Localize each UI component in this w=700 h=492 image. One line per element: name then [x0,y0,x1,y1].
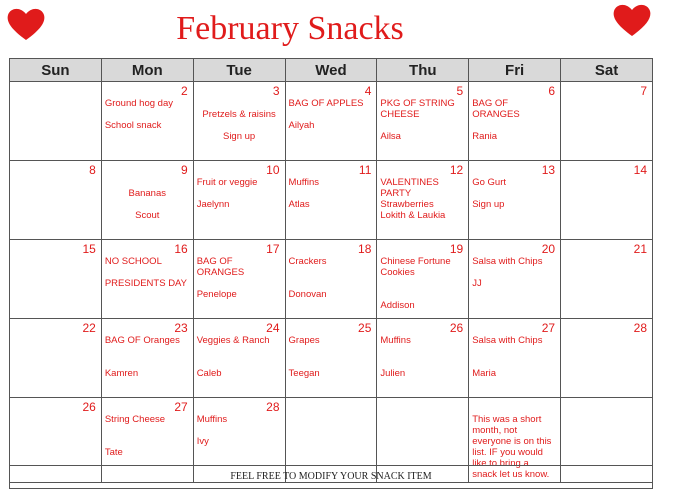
snack-entry-line: snack let us know. [472,469,550,480]
day-number: 27 [174,400,188,414]
day-number: 12 [449,163,464,177]
weekday-header-row [10,59,653,82]
day-cell [193,161,285,240]
snack-entry-line: Grapes [288,335,320,346]
weekday-header-fri: Fri [469,59,561,82]
snack-entry-line: Sign up [472,199,505,210]
day-cell [101,161,193,240]
snack-entry-line: Jaelynn [196,199,230,210]
day-number: 27 [541,321,556,335]
snack-entry-line: Salsa with Chips [472,335,543,346]
day-cell [285,240,377,319]
snack-entry-line: VALENTINES [380,177,439,188]
snack-entry-line: Donovan [288,289,327,300]
day-cell [377,161,469,240]
snack-entry-line: Strawberries [380,199,434,210]
day-cell [561,82,653,161]
snack-entry-line [380,346,465,357]
day-number: 28 [266,400,280,414]
day-cell [101,240,193,319]
snack-entry-line [472,120,557,131]
snack-entry-line: ORANGES [472,109,520,120]
snack-entry-line: Julien [380,368,406,379]
snack-entry-line: BAG OF [472,98,509,109]
day-cell [101,319,193,398]
calendar-week-row [10,240,653,319]
snack-entry-line [380,278,465,289]
snack-entry-line: everyone is on this [472,436,552,447]
day-number: 9 [181,163,188,177]
snack-entry-line [197,120,282,131]
day-number: 14 [633,163,647,177]
snack-entry-line: Muffins [380,335,411,346]
day-number: 20 [541,242,556,256]
day-number: 7 [640,84,647,98]
snack-entry-line: JJ [472,278,482,289]
snack-entry-line [105,346,190,357]
snack-entry-line: Penelope [196,289,237,300]
snack-entry-line: Atlas [288,199,310,210]
snack-entry-line: Bananas [128,188,167,199]
snack-entry-line: School snack [104,120,162,131]
snack-entry-line [472,357,557,368]
heart-icon [612,2,652,38]
snack-entry-line [289,109,374,120]
snack-entry-line: Kamren [104,368,139,379]
snack-entry-line [197,98,282,109]
snack-entry-line: Ailsa [380,131,401,142]
snack-entry-line: CHEESE [380,109,420,120]
day-number: 6 [548,84,556,98]
day-cell [10,319,102,398]
day-number: 10 [266,163,280,177]
calendar-week-row [10,161,653,240]
weekday-header-sat: Sat [561,59,653,82]
snack-entry-line: Sign up [222,131,256,142]
snack-entry-line [472,188,557,199]
day-number: 2 [181,84,188,98]
snack-entry-line: Rania [472,131,498,142]
snack-entry-line [105,436,190,447]
snack-entry-line: String Cheese [104,414,166,425]
day-cell [193,240,285,319]
snack-entry-line: PKG OF STRING [380,98,455,109]
day-number: 17 [266,242,280,256]
snack-entry-line: Ground hog day [104,98,173,109]
snack-entry-line [197,278,282,289]
day-cell [561,240,653,319]
page-title: February Snacks [176,10,404,47]
snack-entry-line [197,357,282,368]
calendar-body [10,82,653,483]
snack-entry-line: Go Gurt [472,177,507,188]
snack-entry-line: like to bring a [472,458,529,469]
snack-entry-line: Teegan [288,368,320,379]
day-number: 11 [358,163,372,177]
snack-entry-line: Ivy [196,436,209,447]
snack-entry-line: Scout [135,210,160,221]
snack-entry-line: Crackers [288,256,327,267]
snack-entry-line: Tate [104,447,123,458]
calendar-week-row [10,319,653,398]
snack-entry-line: Fruit or veggie [196,177,258,188]
snack-entry-line: NO SCHOOL [104,256,162,267]
snack-entry-line: BAG OF APPLES [288,98,364,109]
snack-entry-line: Cookies [380,267,415,278]
snack-entry-line [289,188,374,199]
day-number: 4 [364,84,372,98]
snack-entry-line [105,199,190,210]
day-number: 8 [89,163,96,177]
snack-entry-line [105,177,190,188]
snack-entry-line: Lokith & Laukia [380,210,446,221]
snack-entry-line: Caleb [196,368,222,379]
day-cell [469,240,561,319]
day-number: 26 [449,321,464,335]
snack-entry-line: Pretzels & raisins [202,109,276,120]
snack-entry-line: This was a short [472,414,542,425]
snack-entry-line [105,109,190,120]
day-number: 21 [633,242,647,256]
snack-entry-line: Ailyah [288,120,315,131]
snack-entry-line [380,120,465,131]
footer-note: FEEL FREE TO MODIFY YOUR SNACK ITEM [9,465,653,489]
snack-entry-line: Addison [380,300,415,311]
snack-entry-line [289,346,374,357]
snack-entry-line: Muffins [196,414,228,425]
snack-entry-line [289,278,374,289]
snack-entry-line [105,267,190,278]
snack-entry-line [289,267,374,278]
weekday-header-thu: Thu [377,59,469,82]
day-number: 19 [449,242,464,256]
day-number: 24 [266,321,280,335]
day-number: 28 [633,321,647,335]
day-cell [561,161,653,240]
snack-entry-line: Salsa with Chips [472,256,543,267]
day-cell [10,240,102,319]
day-cell [377,319,469,398]
snack-entry-line [472,346,557,357]
weekday-header-tue: Tue [193,59,285,82]
day-cell [561,319,653,398]
snack-entry-line: list. IF you would [472,447,543,458]
day-cell [193,82,285,161]
snack-entry-line [105,357,190,368]
snack-entry-line [197,425,282,436]
day-number: 13 [541,163,556,177]
snack-entry-line: PARTY [380,188,412,199]
snack-entry-line: Muffins [288,177,319,188]
day-cell [469,161,561,240]
day-cell [193,319,285,398]
day-number: 18 [358,242,372,256]
day-cell [285,319,377,398]
weekday-header-sun: Sun [10,59,102,82]
day-number: 15 [82,242,96,256]
day-number: 22 [82,321,96,335]
day-number: 23 [174,321,188,335]
weekday-header-mon: Mon [101,59,193,82]
snack-entry-line: Chinese Fortune [380,256,451,267]
day-cell [101,82,193,161]
snack-entry-line: PRESIDENTS DAY [104,278,188,289]
snack-entry-line: ORANGES [196,267,245,278]
snack-entry-line [380,357,465,368]
snack-entry-line [472,267,557,278]
calendar-table [9,58,653,483]
day-number: 3 [272,84,280,98]
snack-entry-line: month, not [472,425,518,436]
day-cell [377,82,469,161]
snack-entry-line: Veggies & Ranch [196,335,270,346]
day-cell [10,82,102,161]
snack-entry-line [197,346,282,357]
calendar-week-row [10,82,653,161]
day-number [472,400,557,414]
day-number: 25 [358,321,372,335]
snack-entry-line: BAG OF [196,256,233,267]
day-cell [285,161,377,240]
snack-entry-line [380,289,465,300]
snack-entry-line: Maria [472,368,496,379]
weekday-header-wed: Wed [285,59,377,82]
day-number: 16 [174,242,188,256]
day-cell [10,161,102,240]
day-cell [469,82,561,161]
day-cell [469,319,561,398]
snack-entry-line [105,425,190,436]
day-number: 26 [82,400,96,414]
day-number: 5 [456,84,464,98]
day-cell [377,240,469,319]
snack-entry-line [197,188,282,199]
snack-entry-line [289,357,374,368]
day-cell [285,82,377,161]
snack-entry-line: BAG OF Oranges [104,335,180,346]
